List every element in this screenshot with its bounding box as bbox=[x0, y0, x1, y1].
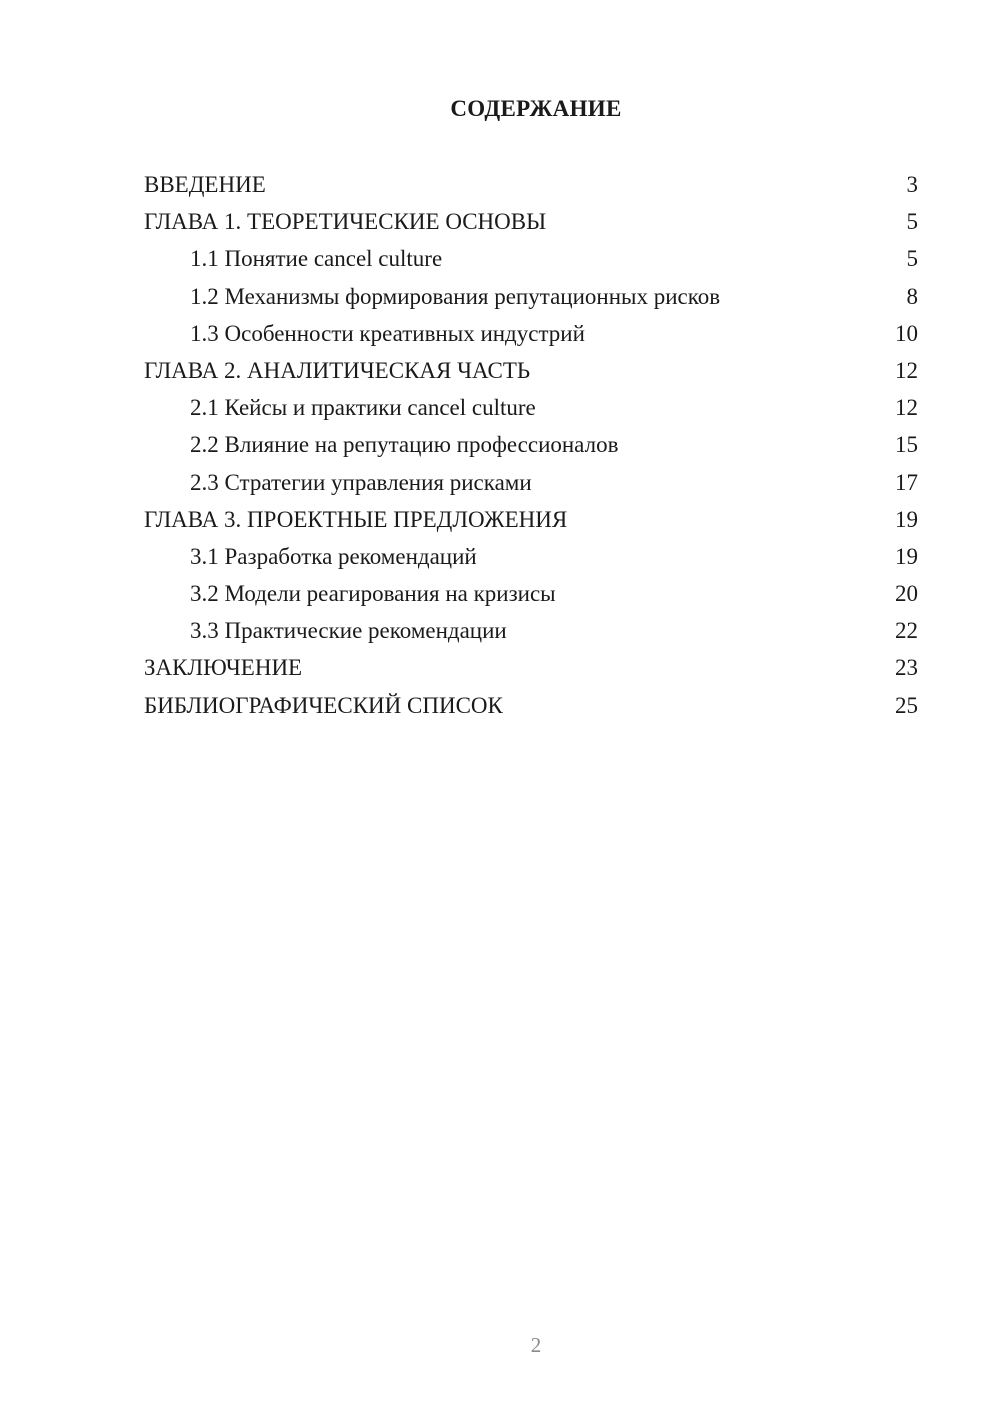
toc-entry-label: 3.2 Модели реагирования на кризисы bbox=[190, 581, 556, 607]
toc-entry-page: 17 bbox=[895, 469, 918, 495]
toc-entry[interactable] bbox=[144, 426, 918, 463]
toc-entry-page: 5 bbox=[906, 246, 918, 272]
toc-title: СОДЕРЖАНИЕ bbox=[450, 96, 622, 121]
toc-entry-page: 23 bbox=[895, 655, 918, 681]
toc-entry-page: 12 bbox=[895, 395, 918, 421]
toc-entry-page: 3 bbox=[906, 172, 918, 197]
table-of-contents bbox=[144, 166, 918, 724]
page-number: 2 bbox=[530, 1333, 542, 1357]
toc-entry-label: 2.2 Влияние на репутацию профессионалов bbox=[190, 432, 619, 458]
toc-entry-page: 19 bbox=[895, 506, 918, 532]
toc-entry-label: ГЛАВА 3. ПРОЕКТНЫЕ ПРЕДЛОЖЕНИЯ bbox=[144, 506, 568, 532]
toc-entry-label: БИБЛИОГРАФИЧЕСКИЙ СПИСОК bbox=[144, 692, 503, 718]
toc-entry-label: 3.3 Практические рекомендации bbox=[190, 618, 507, 644]
toc-entry[interactable] bbox=[144, 389, 918, 426]
toc-entry-label: ВВЕДЕНИЕ bbox=[144, 172, 266, 197]
toc-entry-label: ГЛАВА 2. АНАЛИТИЧЕСКАЯ ЧАСТЬ bbox=[144, 357, 531, 383]
toc-entry[interactable] bbox=[144, 352, 918, 389]
toc-entry-page: 10 bbox=[895, 320, 918, 346]
toc-entry[interactable] bbox=[144, 278, 918, 315]
toc-entry-page: 22 bbox=[895, 618, 918, 644]
toc-entry-label: 1.2 Механизмы формирования репутационных рисков bbox=[190, 283, 721, 309]
toc-entry[interactable] bbox=[144, 612, 918, 649]
toc-entry-label: 1.3 Особенности креативных индустрий bbox=[190, 320, 585, 346]
toc-entry-page: 20 bbox=[895, 581, 918, 607]
toc-entry[interactable] bbox=[144, 538, 918, 575]
toc-entry-page: 25 bbox=[895, 692, 918, 718]
toc-entry-label: 3.1 Разработка рекомендаций bbox=[190, 543, 477, 569]
toc-entry-page: 5 bbox=[906, 209, 918, 235]
toc-entry[interactable] bbox=[144, 240, 918, 277]
toc-entry-page: 8 bbox=[906, 283, 918, 309]
toc-entry-page: 12 bbox=[895, 357, 918, 383]
toc-entry-page: 19 bbox=[895, 543, 918, 569]
toc-entry-label: 1.1 Понятие cancel culture bbox=[190, 246, 443, 272]
toc-entry[interactable] bbox=[144, 575, 918, 612]
toc-entry-label: ЗАКЛЮЧЕНИЕ bbox=[144, 655, 303, 681]
toc-entry-label: 2.3 Стратегии управления рисками bbox=[190, 469, 532, 495]
toc-entry[interactable] bbox=[144, 649, 918, 686]
toc-entry[interactable] bbox=[144, 501, 918, 538]
toc-entry[interactable] bbox=[144, 687, 918, 724]
toc-entry-page: 15 bbox=[895, 432, 918, 458]
toc-entry[interactable] bbox=[144, 464, 918, 501]
toc-entry[interactable] bbox=[144, 315, 918, 352]
toc-entry[interactable] bbox=[144, 203, 918, 240]
toc-entry[interactable] bbox=[144, 166, 918, 203]
toc-entry-label: ГЛАВА 1. ТЕОРЕТИЧЕСКИЕ ОСНОВЫ bbox=[144, 209, 547, 235]
toc-entry-label: 2.1 Кейсы и практики cancel culture bbox=[190, 395, 536, 421]
